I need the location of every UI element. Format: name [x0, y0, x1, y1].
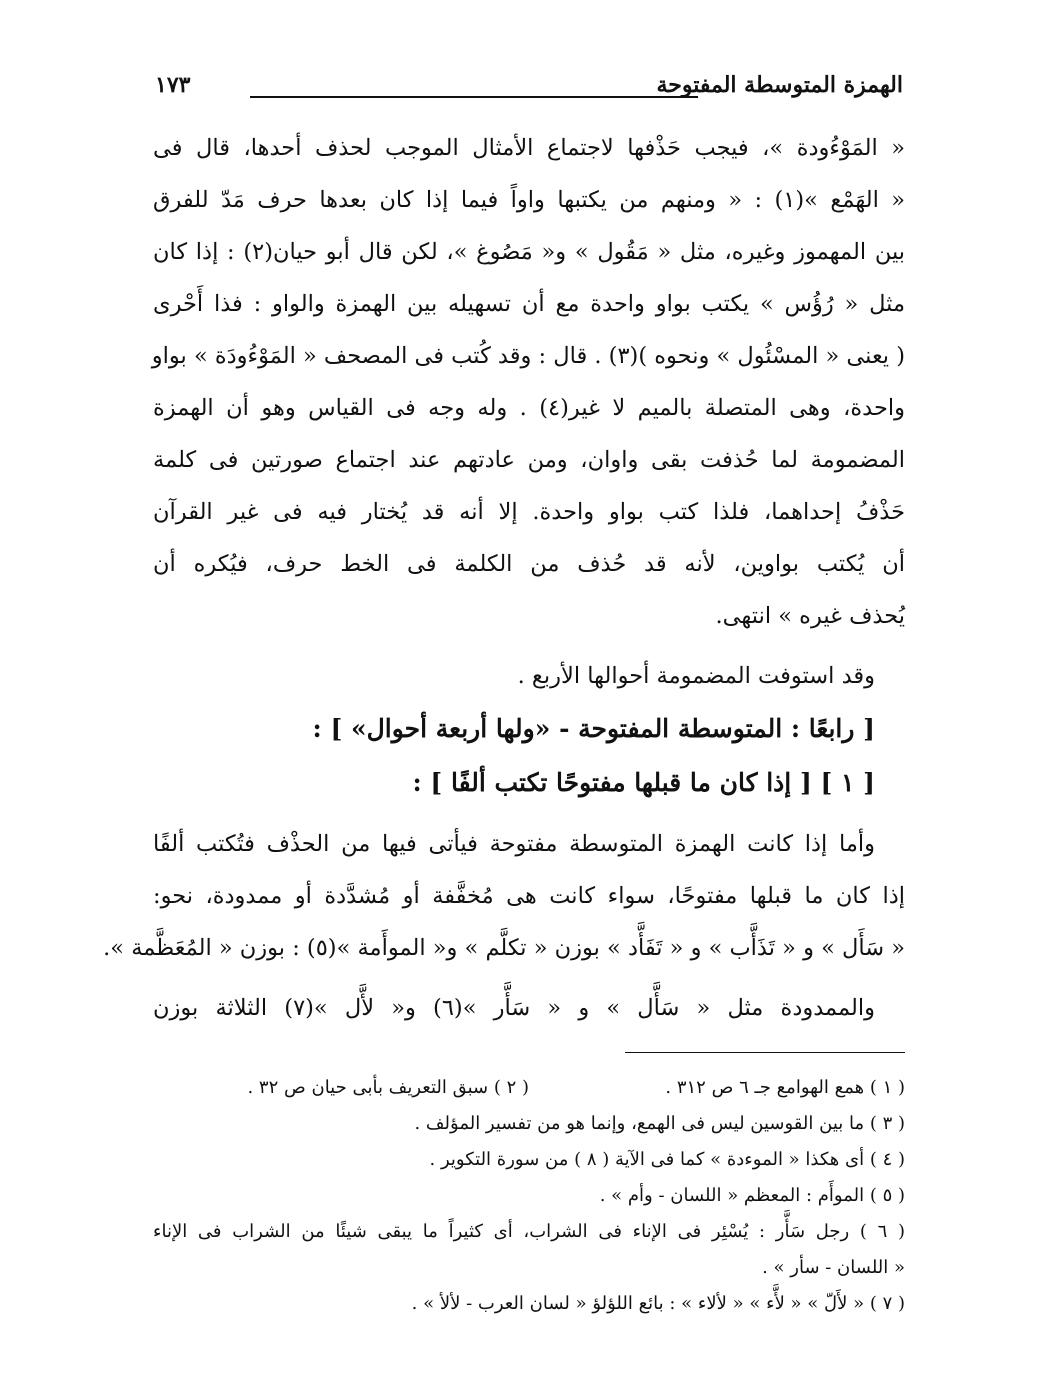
footnote-5: ( ٥ ) الموأَم : المعظم « اللسان - وأم » .: [599, 1185, 905, 1206]
footnotes: [153, 1070, 905, 1322]
footnote-separator: [625, 1052, 905, 1053]
footnote-3: ( ٣ ) ما بين القوسين ليس فى الهمع، وإنما هو من تفسير المؤلف .: [414, 1113, 905, 1134]
header-rule: [250, 96, 698, 98]
text-line: والممدودة مثل « سَأَّل » و « سَأَّر »(٦) و« لأَّل »(٧) الثلاثة بوزن: [153, 995, 876, 1021]
text-line: واحدة، وهى المتصلة بالميم لا غير(٤) . وله وجه فى القياس وهو أن الهمزة: [153, 395, 905, 421]
footnote-6-cont: « اللسان - سأر » .: [762, 1257, 905, 1278]
closing-line: وقد استوفت المضمومة أحوالها الأربع .: [517, 663, 875, 689]
text-line: ( يعنى « المسْئُول » ونحوه )(٣) . قال : وقد كُتب فى المصحف « المَوْءُودَة » بواو: [151, 343, 905, 369]
footnote-1: ( ١ ) همع الهوامع جـ ٦ ص ٣١٢ .: [665, 1077, 905, 1098]
text-line: بين المهموز وغيره، مثل « مَقُول » و« مَصُوغ »، لكن قال أبو حيان(٢) : إذا كان: [153, 239, 905, 265]
subsection-heading: [ ١ ] [ إذا كان ما قبلها مفتوحًا تكتب ألفًا ] :: [412, 768, 875, 797]
text-line: « الهَمْع »(١) : « ومنهم من يكتبها واواً فيما إذا كان بعدها حرف مَدّ للفرق: [153, 187, 906, 213]
section-heading: [ رابعًا : المتوسطة المفتوحة - «ولها أربعة أحوال» ] :: [312, 714, 875, 743]
text-line: « سَأَل » و « تَذَأَّب » و « تَفَأَّد » بوزن « تكلَّم » و« الموأَمة »(٥) : بوزن « المُعَظَّمة ».: [103, 935, 905, 961]
footnote-row: [153, 1070, 905, 1106]
text-line: مثل « رُؤُس » يكتب بواو واحدة مع أن تسهيله بين الهمزة والواو : فذا أَحْرى: [153, 291, 905, 317]
footnote-7: ( ٧ ) « لأَلّ » « لأَّء » « لألاء » : بائع اللؤلؤ « لسان العرب - لألأ » .: [411, 1293, 905, 1314]
footnote-6: ( ٦ ) رجل سَأَّر : يُسْئِر فى الإناء فى الشراب، أى كثيراً ما يبقى شيئًا من الشراب فى الإناء: [153, 1221, 906, 1242]
main-text: [103, 122, 906, 1034]
text-line: « المَوْءُودة »، فيجب حَذْفها لاجتماع الأمثال الموجب لحذف أحدها، قال فى: [153, 135, 905, 161]
text-line: حَذْفُ إحداهما، فلذا كتب بواو واحدة. إلا أنه قد يُختار فيه فى غير القرآن: [153, 499, 905, 525]
footnote-2: ( ٢ ) سبق التعريف بأبى حيان ص ٣٢ .: [247, 1077, 529, 1098]
text-line: يُحذف غيره » انتهى.: [715, 603, 905, 629]
header-title: الهمزة المتوسطة المفتوحة: [656, 72, 903, 98]
text-line: المضمومة لما حُذفت بقى واوان، ومن عادتهم عند اجتماع صورتين فى كلمة: [153, 447, 905, 473]
text-line: أن يُكتب بواوين، لأنه قد حُذف من الكلمة فى الخط حرف، فيُكره أن: [153, 551, 905, 577]
running-header: [155, 72, 903, 106]
footnote-4: ( ٤ ) أى هكذا « الموءدة » كما فى الآية ( ٨ ) من سورة التكوير .: [429, 1149, 905, 1170]
text-line: وأما إذا كانت الهمزة المتوسطة مفتوحة فيأتى فيها من الحذْف فتُكتب ألفًا: [153, 831, 875, 857]
page-number: ١٧٣: [155, 72, 191, 98]
text-line: إذا كان ما قبلها مفتوحًا، سواء كانت هى مُخفَّفة أو مُشدَّدة أو ممدودة، نحو:: [153, 883, 905, 909]
